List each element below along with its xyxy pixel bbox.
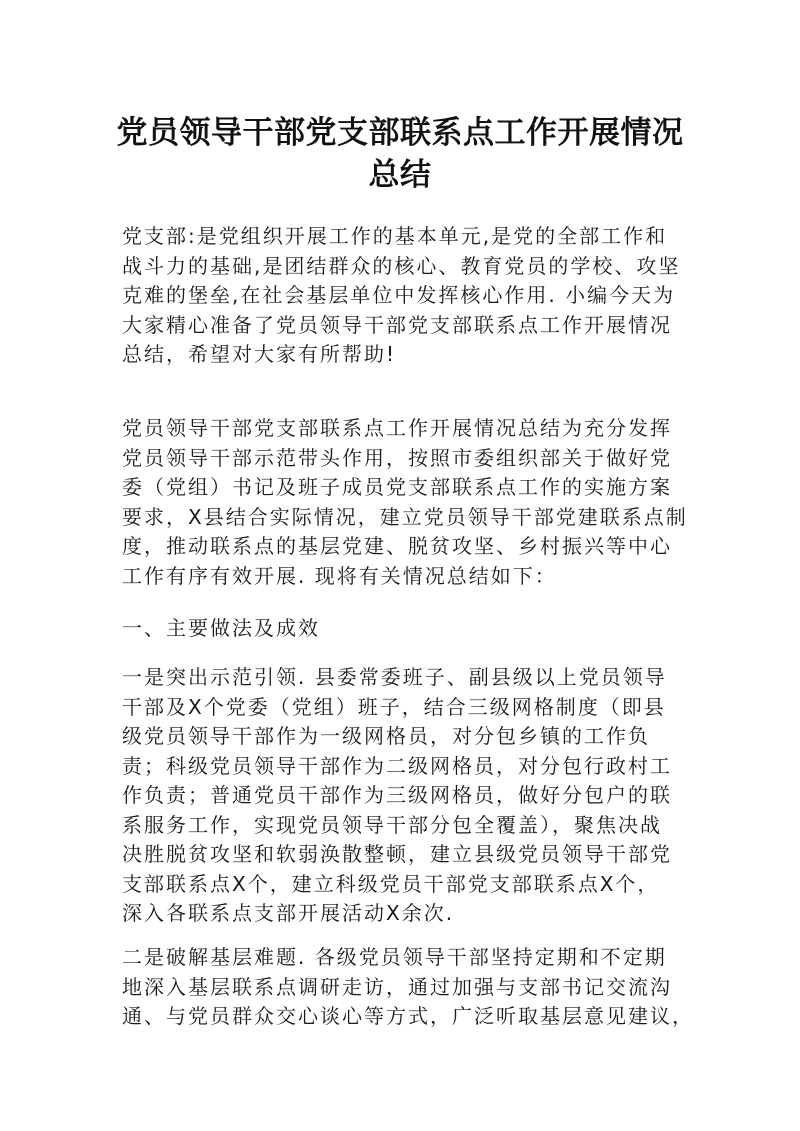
text-line: 党支部:是党组织开展工作的基本单元,是党的全部工作和 xyxy=(122,224,668,248)
body-paragraph-second xyxy=(122,943,694,1032)
title-line: 总结 xyxy=(368,157,432,193)
summary-paragraph xyxy=(122,414,688,591)
text-line: 总结，希望对大家有所帮助! xyxy=(122,342,397,366)
text-line: 级党员领导干部作为一级网格员，对分包乡镇的工作负 xyxy=(122,724,650,748)
title-line: 党员领导干部党支部联系点工作开展情况 xyxy=(116,115,684,151)
text-line: 责；科级党员领导干部作为二级网格员，对分包行政村工 xyxy=(122,753,672,778)
text-line: 通、与党员群众交心谈心等方式，广泛听取基层意见建议， xyxy=(122,1004,694,1028)
intro-paragraph xyxy=(122,222,681,370)
text-line: 战斗力的基础,是团结群众的核心、教育党员的学校、攻坚 xyxy=(122,253,681,278)
text-line: 深入各联系点支部开展活动X余次. xyxy=(122,901,455,925)
text-line: 工作有序有效开展. 现将有关情况总结如下： xyxy=(122,563,557,588)
text-line: 克难的堡垒,在社会基层单位中发挥核心作用. 小编今天为 xyxy=(122,283,676,307)
text-line: 地深入基层联系点调研走访，通过加强与支部书记交流沟 xyxy=(122,974,672,999)
text-line: 大家精心准备了党员领导干部党支部联系点工作开展情况 xyxy=(122,312,672,337)
text-line: 度，推动联系点的基层党建、脱贫攻坚、乡村振兴等中心 xyxy=(122,534,672,558)
text-line: 一、主要做法及成效 xyxy=(122,616,320,640)
text-line: 支部联系点X个，建立科级党员干部党支部联系点X个， xyxy=(122,871,660,896)
section-heading xyxy=(122,614,678,644)
text-line: 一是突出示范引领. 县委常委班子、副县级以上党员领导 xyxy=(122,665,667,689)
body-paragraph-first xyxy=(122,663,678,929)
text-line: 党员领导干部党支部联系点工作开展情况总结为充分发挥 xyxy=(122,416,672,440)
text-line: 干部及X个党委（党组）班子，结合三级网格制度（即县 xyxy=(122,694,666,719)
text-line: 二是破解基层难题. 各级党员领导干部坚持定期和不定期 xyxy=(122,945,667,969)
text-line: 系服务工作，实现党员领导干部分包全覆盖），聚焦决战 xyxy=(122,812,662,837)
text-line: 决胜脱贫攻坚和软弱涣散整顿，建立县级党员领导干部党 xyxy=(122,842,672,866)
text-line: 要求，X县结合实际情况，建立党员领导干部党建联系点制 xyxy=(122,504,688,529)
text-line: 党员领导干部示范带头作用，按照市委组织部关于做好党 xyxy=(122,445,672,470)
text-line: 委（党组）书记及班子成员党支部联系点工作的实施方案 xyxy=(122,475,672,499)
document-title xyxy=(100,112,700,196)
text-line: 作负责；普通党员干部作为三级网格员，做好分包户的联 xyxy=(122,783,672,807)
